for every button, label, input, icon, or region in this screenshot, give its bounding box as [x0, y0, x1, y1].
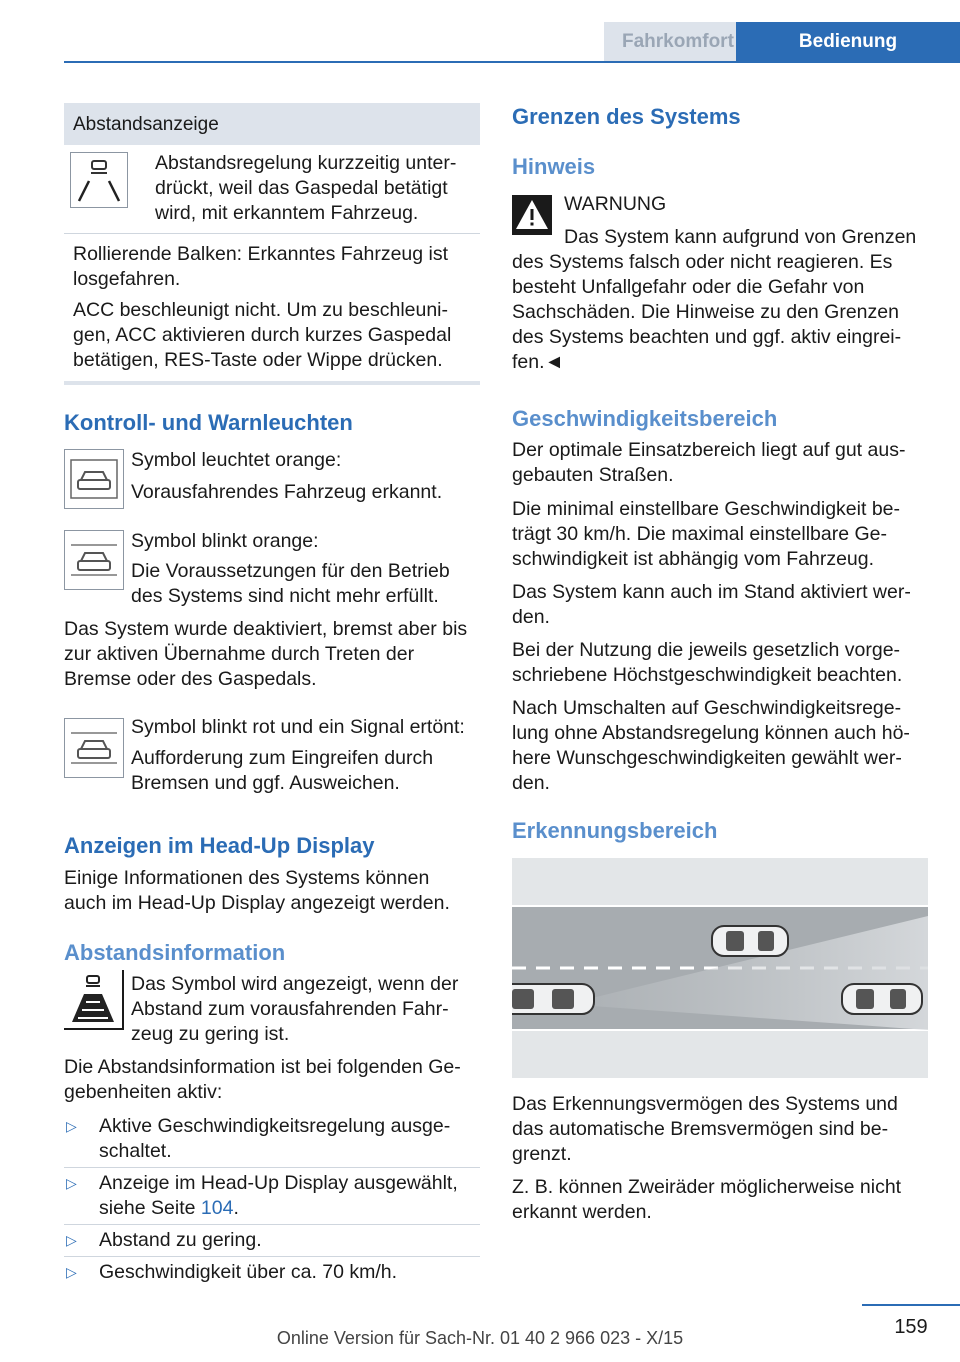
- geschw-paragraph-3: Das System kann auch im Stand aktiviert wer- den.: [512, 581, 911, 628]
- table-row1-text: Abstandsregelung kurzzeitig unter- drückt, weil das Gaspedal betätigt wird, mit erkanntem Fahrzeug.: [155, 152, 457, 224]
- kontroll-s3-title: Symbol blinkt rot und ein Signal ertönt:: [131, 716, 465, 738]
- geschw-paragraph-1: Der optimale Einsatzbereich liegt auf gut aus- gebauten Straßen.: [512, 439, 906, 486]
- warning-text: des Systems falsch oder nicht reagieren. Es besteht Unfallgefahr oder die Gefahr von Sachschäden. Die Hinweise zu den Grenzen des Systems beachten und ggf. aktiv eingrei- fen.◄: [512, 251, 902, 373]
- table-row2-text-2: ACC beschleunigt nicht. Um zu beschleuni- gen, ACC aktivieren durch kurzes Gaspedal betätigen, RES-Taste oder Wippe drücken.: [73, 299, 452, 371]
- heading-hinweis: Hinweis: [512, 154, 596, 179]
- car-red-blink-icon: [64, 718, 124, 778]
- abstand-paragraph-1: Das Symbol wird angezeigt, wenn der Abstand zum vorausfahrenden Fahr- zeug zu gering ist.: [131, 973, 459, 1045]
- bullet-divider-1: [64, 1167, 480, 1168]
- geschw-paragraph-5: Nach Umschalten auf Geschwindigkeitsrege- lung ohne Abstandsregelung können auch hö- here Wunschgeschwindigkeiten gewählt wer- den.: [512, 697, 910, 794]
- distance-warning-icon: [64, 970, 124, 1030]
- car-ahead-right-icon: [842, 984, 922, 1014]
- kontroll-s1-title: Symbol leuchtet orange:: [131, 449, 342, 471]
- abstand-bullet-4: Geschwindigkeit über ca. 70 km/h.: [99, 1261, 398, 1283]
- erkennung-paragraph-1: Das Erkennungsvermögen des Systems und das automatische Bremsvermögen sind be- grenzt.: [512, 1093, 898, 1165]
- heading-kontroll: Kontroll- und Warnleuchten: [64, 410, 353, 435]
- geschw-paragraph-2: Die minimal einstellbare Geschwindigkeit be- trägt 30 km/h. Die maximal einstellbare Ge- schwindigkeit ist abhängig vom Fahrzeug.: [512, 498, 901, 570]
- car-ahead-center-icon: [712, 926, 788, 956]
- lane-suppressed-icon: [70, 152, 128, 208]
- heading-geschwindigkeit: Geschwindigkeitsbereich: [512, 406, 778, 431]
- footer-text: Online Version für Sach-Nr. 01 40 2 966 023 - X/15: [276, 1328, 684, 1348]
- detection-range-illustration: [512, 858, 928, 1078]
- abstand-bullet-1: Aktive Geschwindigkeitsregelung ausge- schaltet.: [99, 1115, 451, 1162]
- heading-erkennung: Erkennungsbereich: [512, 818, 718, 843]
- geschw-paragraph-4: Bei der Nutzung die jeweils gesetzlich vorge- schriebene Höchstgeschwindigkeit beachten.: [512, 639, 903, 686]
- warning-first-line: Das System kann aufgrund von Grenzen: [564, 226, 917, 248]
- page-link-104[interactable]: 104: [200, 1197, 234, 1219]
- bullet-divider-3: [64, 1256, 480, 1257]
- bullet-3-marker: ▷: [66, 1232, 77, 1248]
- table-row2-text-1: Rollierende Balken: Erkanntes Fahrzeug ist losgefahren.: [73, 243, 449, 290]
- page-number-rule: [862, 1304, 960, 1306]
- heading-abstand: Abstandsinformation: [64, 940, 286, 965]
- kontroll-s1-desc: Vorausfahrendes Fahrzeug erkannt.: [131, 481, 443, 503]
- kontroll-s3-desc: Aufforderung zum Eingreifen durch Bremsen und ggf. Ausweichen.: [131, 747, 434, 794]
- header-tabs: [604, 22, 960, 62]
- abstand-bullet-3: Abstand zu gering.: [99, 1229, 262, 1251]
- kontroll-s2-title: Symbol blinkt orange:: [131, 530, 319, 552]
- kontroll-s2-desc: Die Voraussetzungen für den Betrieb des Systems sind nicht mehr erfüllt.: [131, 560, 450, 607]
- header-rule: [64, 61, 960, 63]
- car-orange-icon: [64, 449, 124, 509]
- tab-bedienung[interactable]: Bedienung: [736, 22, 960, 62]
- warning-label: WARNUNG: [564, 193, 667, 215]
- warning-triangle-icon: [512, 195, 552, 235]
- bullet-2-marker: ▷: [66, 1175, 77, 1191]
- tab-fahrkomfort[interactable]: Fahrkomfort: [604, 22, 736, 62]
- bullet-4-marker: ▷: [66, 1264, 77, 1280]
- kontroll-paragraph: Das System wurde deaktiviert, bremst aber bis zur aktiven Übernahme durch Treten der Bremse oder des Gaspedals.: [64, 618, 468, 690]
- heading-hud: Anzeigen im Head-Up Display: [64, 833, 375, 858]
- table-header-label: Abstandsanzeige: [73, 114, 219, 135]
- bullet-1-marker: ▷: [66, 1118, 77, 1134]
- car-orange-blink-icon: [64, 530, 124, 590]
- table-row-divider: [64, 233, 480, 234]
- own-car-icon: [512, 984, 594, 1014]
- erkennung-paragraph-2: Z. B. können Zweiräder möglicherweise nicht erkannt werden.: [512, 1176, 902, 1223]
- table-bottom-rule: [64, 381, 480, 385]
- abstand-paragraph-2: Die Abstandsinformation ist bei folgenden Ge- gebenheiten aktiv:: [64, 1056, 461, 1103]
- bullet-divider-2: [64, 1224, 480, 1225]
- heading-grenzen: Grenzen des Systems: [512, 104, 741, 129]
- hud-paragraph: Einige Informationen des Systems können auch im Head-Up Display angezeigt werden.: [64, 867, 450, 914]
- page-number: 159: [894, 1316, 928, 1338]
- abstand-bullet-2: Anzeige im Head-Up Display ausgewählt, siehe Seite 104.: [99, 1172, 458, 1219]
